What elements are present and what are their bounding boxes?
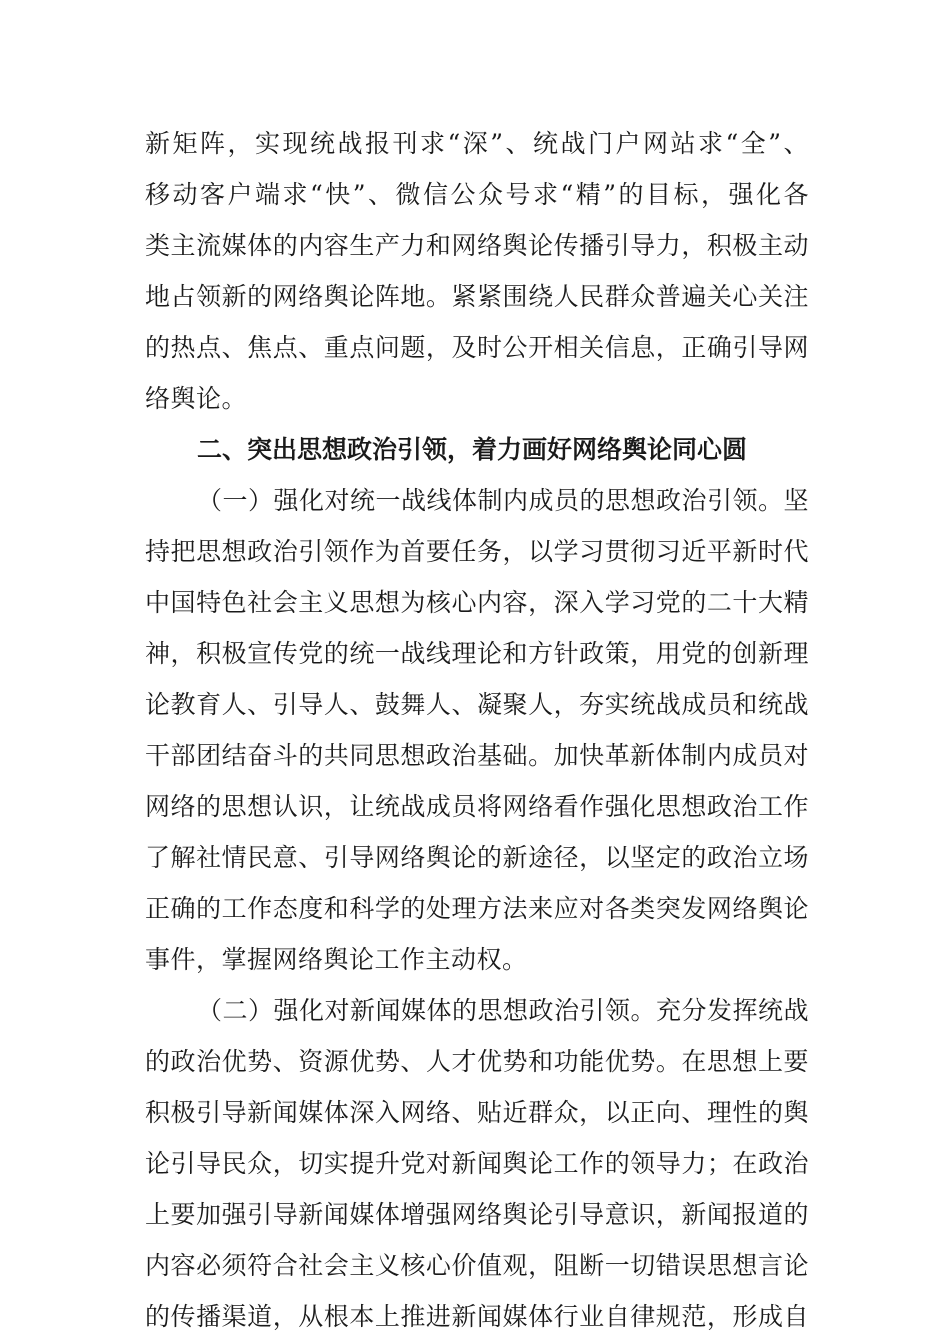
text-line: 论教育人、引导人、鼓舞人、凝聚人，夯实统战成员和统战 xyxy=(145,690,809,719)
text-line: 内容必须符合社会主义核心价值观，阻断一切错误思想言论 xyxy=(145,1251,809,1280)
paragraph xyxy=(145,475,809,985)
text-line: 的传播渠道，从根本上推进新闻媒体行业自律规范，形成自 xyxy=(145,1302,809,1331)
text-line: 地占领新的网络舆论阵地。紧紧围绕人民群众普遍关心关注 xyxy=(145,282,809,311)
text-line: 神，积极宣传党的统一战线理论和方针政策，用党的创新理 xyxy=(145,639,809,668)
text-line: 了解社情民意、引导网络舆论的新途径，以坚定的政治立场 xyxy=(145,843,809,872)
paragraph xyxy=(145,985,809,1342)
paragraph xyxy=(145,118,809,424)
text-line: 移动客户端求“快”、微信公众号求“精”的目标，强化各 xyxy=(145,180,809,209)
text-line: 事件，掌握网络舆论工作主动权。 xyxy=(145,945,528,974)
text-line: （二）强化对新闻媒体的思想政治引领。充分发挥统战 xyxy=(197,996,810,1025)
text-line: 类主流媒体的内容生产力和网络舆论传播引导力，积极主动 xyxy=(145,231,809,260)
text-line: 的热点、焦点、重点问题，及时公开相关信息，正确引导网 xyxy=(145,333,809,362)
text-line: （一）强化对统一战线体制内成员的思想政治引领。坚 xyxy=(197,486,810,515)
text-line: 新矩阵，实现统战报刊求“深”、统战门户网站求“全”、 xyxy=(145,129,809,158)
text-line: 干部团结奋斗的共同思想政治基础。加快革新体制内成员对 xyxy=(145,741,809,770)
text-line: 上要加强引导新闻媒体增强网络舆论引导意识，新闻报道的 xyxy=(145,1200,809,1229)
section-heading: 二、突出思想政治引领，着力画好网络舆论同心圆 xyxy=(197,435,748,464)
text-line: 中国特色社会主义思想为核心内容，深入学习党的二十大精 xyxy=(145,588,809,617)
text-line: 积极引导新闻媒体深入网络、贴近群众，以正向、理性的舆 xyxy=(145,1098,809,1127)
text-line: 正确的工作态度和科学的处理方法来应对各类突发网络舆论 xyxy=(145,894,809,923)
text-line: 论引导民众，切实提升党对新闻舆论工作的领导力；在政治 xyxy=(145,1149,809,1178)
text-line: 网络的思想认识，让统战成员将网络看作强化思想政治工作 xyxy=(145,792,809,821)
document-page xyxy=(145,118,809,1342)
text-line: 持把思想政治引领作为首要任务，以学习贯彻习近平新时代 xyxy=(145,537,809,566)
text-line: 络舆论。 xyxy=(145,384,248,413)
text-line: 的政治优势、资源优势、人才优势和功能优势。在思想上要 xyxy=(145,1047,809,1076)
